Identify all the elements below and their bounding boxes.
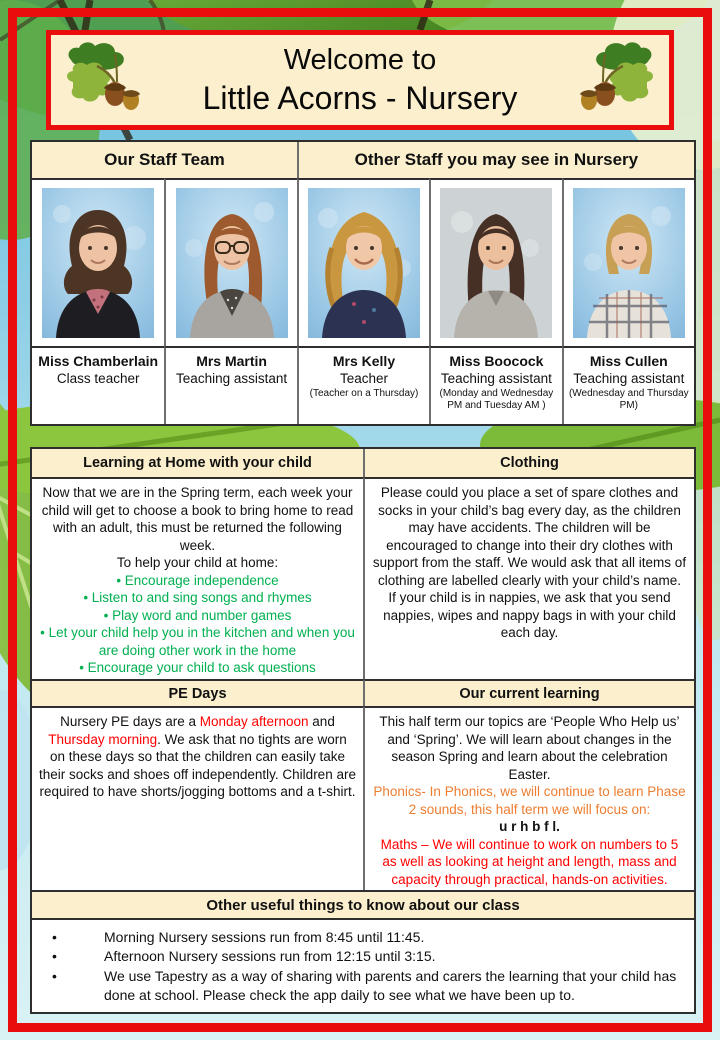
pe-text: and xyxy=(308,714,335,729)
staff-photo-mrs-martin xyxy=(164,178,296,346)
section-header-clothing: Clothing xyxy=(363,449,694,477)
portrait-photo xyxy=(308,187,420,339)
staff-group-header-other-staff: Other Staff you may see in Nursery xyxy=(297,142,694,178)
learning-at-home-content xyxy=(32,477,363,679)
staff-photo-miss-cullen xyxy=(562,178,694,346)
list-item: • Encourage your child to ask questions xyxy=(39,659,356,677)
list-item: • Listen to and sing songs and rhymes xyxy=(39,589,356,607)
clothing-content xyxy=(363,477,694,679)
list-item: • Morning Nursery sessions run from 8:45 until 11:45. xyxy=(46,928,684,947)
staff-name: Miss Boocock xyxy=(449,353,544,369)
learning-subheading: To help your child at home: xyxy=(116,555,279,571)
phonics-note: Phonics- In Phonics, we will continue to learn Phase 2 sounds, this half term we will focus on: xyxy=(373,784,686,817)
pe-highlight-monday: Monday afternoon xyxy=(199,714,309,729)
title-banner xyxy=(46,30,674,130)
portrait-photo xyxy=(440,187,552,339)
staff-role: Teaching assistant xyxy=(573,370,685,386)
clothing-paragraph-1: Please could you place a set of spare clothes and socks in your child’s bag every day, as the children may have accidents. The children will be encouraged to change into their dry clothes with support from the staff. We would ask that all items of clothing are labelled clearly with your child’s name. xyxy=(372,485,687,588)
staff-table xyxy=(30,140,696,426)
staff-role: Class teacher xyxy=(56,370,140,386)
list-item: • Let your child help you in the kitchen and when you are doing other work in the home xyxy=(39,624,356,659)
maths-note: Maths – We will continue to work on numbers to 5 as well as looking at height and length, mass and capacity through practical, hands-on activities. xyxy=(380,836,679,887)
staff-schedule-note: (Monday and Wednesday PM and Tuesday AM ) xyxy=(439,388,554,412)
pe-text: Nursery PE days are a xyxy=(60,714,200,729)
staff-schedule-note: (Wednesday and Thursday PM) xyxy=(568,388,689,412)
staff-group-header-our-team: Our Staff Team xyxy=(32,142,297,178)
pe-text: . We ask that no tights are worn on these days so that the children can easily take their socks and shoes off independently. Children are required to have shorts/jogging bottoms and a t-shirt. xyxy=(39,731,356,800)
staff-card-mrs-kelly xyxy=(297,346,429,424)
staff-schedule-note: (Teacher on a Thursday) xyxy=(309,388,419,400)
staff-role: Teaching assistant xyxy=(176,370,288,386)
section-header-other-useful-things: Other useful things to know about our class xyxy=(32,892,694,920)
portrait-photo xyxy=(42,187,154,339)
section-header-current-learning: Our current learning xyxy=(363,679,694,706)
staff-card-miss-cullen xyxy=(562,346,694,424)
list-item: • We use Tapestry as a way of sharing with parents and carers the learning that your child has done at school. Please check the app daily to see what we have been up to. xyxy=(46,967,684,1006)
list-item: • Play word and number games xyxy=(39,607,356,625)
staff-name: Mrs Martin xyxy=(196,353,267,369)
oak-leaf-acorns-icon xyxy=(567,38,663,122)
staff-card-miss-boocock xyxy=(429,346,561,424)
other-info-list xyxy=(32,920,694,1012)
section-header-learning-at-home: Learning at Home with your child xyxy=(32,449,363,477)
learning-tips-list xyxy=(39,572,356,677)
staff-card-mrs-martin xyxy=(164,346,296,424)
list-item: • Afternoon Nursery sessions run from 12:15 until 3:15. xyxy=(46,947,684,966)
list-item: • Encourage independence xyxy=(39,572,356,590)
learning-intro: Now that we are in the Spring term, each week your child will get to choose a book to bring home to read with an adult, this must be returned the following week. xyxy=(41,485,354,553)
staff-role: Teaching assistant xyxy=(440,370,552,386)
staff-photo-mrs-kelly xyxy=(297,178,429,346)
oak-leaf-acorns-icon xyxy=(57,38,153,122)
staff-role: Teacher xyxy=(339,370,388,386)
clothing-paragraph-2: If your child is in nappies, we ask that you send nappies, wipes and nappy bags in with your child each day. xyxy=(383,590,676,641)
topics-intro: This half term our topics are ‘People Who Help us’ and ‘Spring’. We will learn about changes in the season Spring and learn about the celebration Easter. xyxy=(379,714,680,782)
staff-name: Miss Cullen xyxy=(589,353,668,369)
staff-photo-miss-boocock xyxy=(429,178,561,346)
portrait-photo xyxy=(176,187,288,339)
staff-photo-miss-chamberlain xyxy=(32,178,164,346)
other-info-box xyxy=(30,890,696,1014)
phonics-sounds: u r h b f l. xyxy=(499,819,560,835)
current-learning-content xyxy=(363,706,694,892)
page-title xyxy=(159,42,561,118)
title-line-2: Little Acorns - Nursery xyxy=(202,80,518,117)
portrait-photo xyxy=(573,187,685,339)
section-header-pe-days: PE Days xyxy=(32,679,363,706)
staff-name: Miss Chamberlain xyxy=(38,353,159,369)
info-table xyxy=(30,447,696,894)
title-line-1: Welcome to xyxy=(283,43,437,76)
staff-name: Mrs Kelly xyxy=(332,353,396,369)
staff-card-miss-chamberlain xyxy=(32,346,164,424)
pe-highlight-thursday: Thursday morning xyxy=(48,731,158,747)
pe-days-content xyxy=(32,706,363,892)
